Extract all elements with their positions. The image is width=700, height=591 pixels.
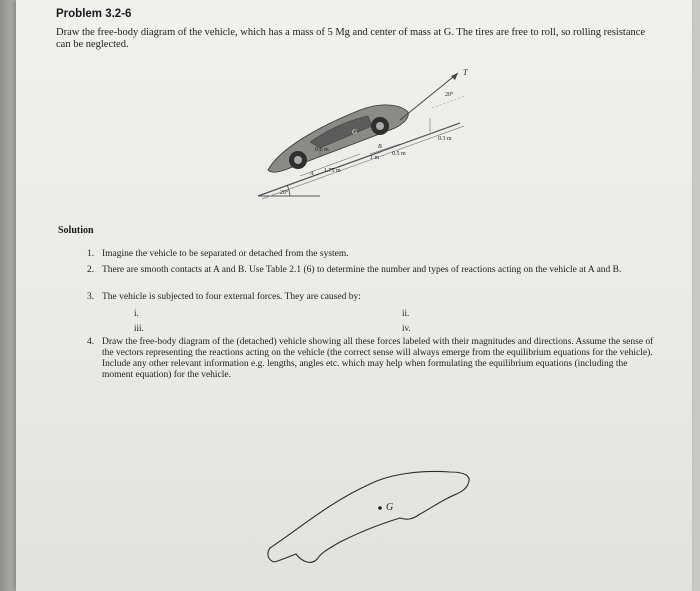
- dim-0-5: 0.5 m: [392, 151, 406, 157]
- page-edge: [0, 0, 16, 591]
- vehicle-outline-sketch: [268, 472, 469, 563]
- solution-step-3: 3. The vehicle is subjected to four external forces. They are caused by:: [87, 292, 361, 302]
- force-ii: ii.: [402, 308, 410, 318]
- force-iv: iv.: [402, 323, 411, 333]
- label-B: B: [378, 144, 382, 150]
- solution-step-4: 4. Draw the free-body diagram of the (detached) vehicle showing all these forces labeled with their magnitudes and directions. Assume the sense of the vectors representing the reactions acting on the vehicle (the correct sense will always emerge from the equilibrium equations for the vehicle). Include any other relevant information e.g. lengths, angles etc. which may help when formulating the equilibrium equations (including the moment equation) for the vehicle.: [87, 337, 654, 380]
- sketch-label-G: G: [386, 502, 394, 513]
- label-T: T: [463, 68, 468, 77]
- dim-0-6: 0.6 m: [315, 147, 329, 153]
- dim-1-75: 1.75 m: [324, 168, 341, 174]
- force-iii: iii.: [134, 323, 144, 333]
- solution-heading: Solution: [58, 225, 94, 236]
- fbd-sketch: [260, 462, 490, 572]
- force-i: i.: [134, 308, 139, 318]
- label-G: G: [352, 128, 358, 136]
- problem-statement: Draw the free-body diagram of the vehicle, which has a mass of 5 Mg and center of mass at G. The tires are free to roll, so rolling resistance can be neglected.: [56, 27, 646, 50]
- cable: [400, 73, 465, 120]
- center-of-mass-dot: [378, 506, 382, 510]
- label-A: A: [310, 171, 314, 177]
- problem-title: Problem 3.2-6: [56, 8, 132, 20]
- label-cable-angle: 20°: [445, 92, 454, 98]
- label-incline-angle: 20°: [280, 190, 289, 196]
- solution-step-1: 1. Imagine the vehicle to be separated or detached from the system.: [87, 249, 349, 259]
- dim-1: 1 m: [370, 155, 380, 161]
- solution-step-2: 2. There are smooth contacts at A and B. Use Table 2.1 (6) to determine the number and types of reactions acting on the vehicle at A and B.: [87, 265, 622, 275]
- dim-0-3: 0.3 m: [438, 136, 452, 142]
- vehicle-figure: [250, 68, 480, 208]
